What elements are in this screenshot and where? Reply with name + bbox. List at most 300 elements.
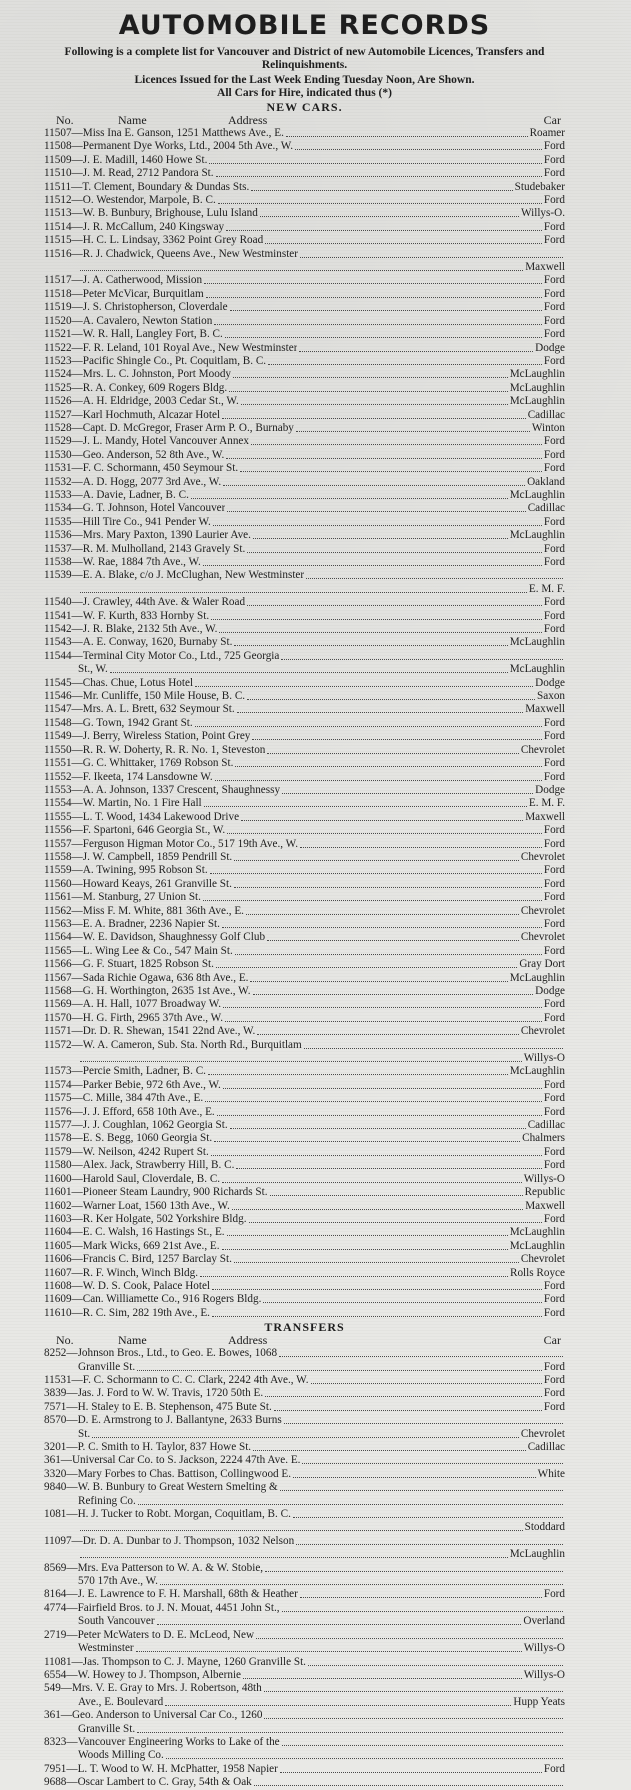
list-item <box>44 234 565 247</box>
record-number: 11515— <box>44 234 83 247</box>
record-number: 11605— <box>44 1239 83 1252</box>
record-text: Howard Keays, 261 Granville St. <box>82 877 232 890</box>
leader-dots <box>212 1307 542 1317</box>
list-item <box>44 784 565 797</box>
record-text: P. C. Smith to H. Taylor, 837 Howe St. <box>77 1441 252 1453</box>
leader-dots <box>223 998 542 1008</box>
leader-dots <box>195 717 542 727</box>
record-text: Fairfield Bros. to J. N. Mouat, 4451 John St., <box>77 1601 280 1614</box>
record-text: G. C. Whittaker, 1769 Robson St. <box>82 757 234 770</box>
column-car: Car <box>543 113 561 127</box>
record-car: E. M. F. <box>528 797 565 810</box>
record-car: Ford <box>543 596 565 609</box>
list-item <box>44 422 565 435</box>
record-text: J. W. Campbell, 1859 Pendrill St. <box>82 850 233 863</box>
record-car: Ford <box>543 153 565 166</box>
record-text: Mrs. L. C. Johnston, Port Moody <box>82 368 232 381</box>
record-text: J. Crawley, 44th Ave. & Waler Road <box>82 596 246 609</box>
record-text: G. Town, 1942 Grant St. <box>82 716 193 729</box>
leader-dots <box>80 1548 508 1558</box>
record-text: R. M. Mulholland, 2143 Gravely St. <box>82 542 246 555</box>
list-item <box>44 1401 565 1414</box>
leader-dots <box>308 1656 563 1666</box>
record-text: W. R. Hall, Langley Fort, B. C. <box>82 328 223 341</box>
list-item <box>44 891 565 904</box>
record-car: Ford <box>543 1159 565 1172</box>
record-number: 3839— <box>44 1387 78 1400</box>
record-text: H. Staley to E. B. Stephenson, 475 Bute St. <box>77 1400 272 1413</box>
list-item <box>44 1535 565 1548</box>
leader-dots <box>249 1213 542 1223</box>
record-number: 11543— <box>44 636 83 649</box>
list-item <box>44 1106 565 1119</box>
record-number: 11539— <box>44 569 83 582</box>
leader-dots <box>293 1508 563 1518</box>
leader-dots <box>222 1173 522 1183</box>
record-car: Ford <box>543 1293 565 1306</box>
record-car: Ford <box>543 462 565 475</box>
leader-dots <box>253 1441 526 1451</box>
list-item-continuation <box>44 1361 565 1374</box>
leader-dots <box>252 730 541 740</box>
record-number: 11577— <box>44 1119 83 1132</box>
list-item <box>44 1307 565 1320</box>
notice-text: Licences Issued for the Last Week Ending Tuesday Noon, Are Shown. <box>134 74 475 86</box>
record-car: Ford <box>543 1360 565 1373</box>
leader-dots <box>236 1159 541 1169</box>
record-car: McLaughlin <box>509 1065 565 1078</box>
leader-dots <box>280 1481 563 1491</box>
record-number: 11557— <box>44 837 83 850</box>
leader-dots <box>247 596 542 606</box>
record-number: 11547— <box>44 703 83 716</box>
list-item <box>44 1159 565 1172</box>
record-text-continued: Refining Co. <box>78 1494 136 1507</box>
leader-dots <box>263 1293 541 1303</box>
record-car: Maxwell <box>525 810 565 823</box>
record-number: 11521— <box>44 328 83 341</box>
list-item <box>44 167 565 180</box>
record-number: 11567— <box>44 971 83 984</box>
list-item <box>44 730 565 743</box>
transfers-list <box>44 1347 565 1789</box>
leader-dots <box>200 1267 508 1277</box>
leader-dots <box>157 1615 522 1625</box>
column-address: Address <box>228 1333 268 1348</box>
leader-dots <box>300 1588 542 1598</box>
list-item <box>44 1414 565 1427</box>
list-item <box>44 1293 565 1306</box>
record-car: Willys-O <box>523 1642 565 1655</box>
record-number: 9840— <box>44 1481 78 1494</box>
record-car: McLaughlin <box>509 1548 565 1561</box>
record-car: Ford <box>543 1400 565 1413</box>
record-number: 11533— <box>44 488 83 501</box>
intro-text: Following is a complete list for Vancouver and District of new Automobile Licences, Transfers and Relinquishments. <box>64 46 545 71</box>
record-text: H. J. Tucker to Robt. Morgan, Coquitlam, B. C. <box>77 1508 291 1521</box>
leader-dots <box>241 811 523 821</box>
record-number: 11519— <box>44 301 83 314</box>
record-car: Maxwell <box>525 703 565 716</box>
record-text-continued: St., W. <box>78 663 108 676</box>
list-item <box>44 1146 565 1159</box>
record-text: E. C. Walsh, 16 Hastings St., E. <box>82 1226 225 1239</box>
list-item <box>44 274 565 287</box>
list-item <box>44 757 565 770</box>
list-item <box>44 1267 565 1280</box>
record-number: 1081— <box>44 1508 78 1521</box>
record-car: Overland <box>523 1615 565 1628</box>
leader-dots <box>216 958 517 968</box>
record-number: 8569— <box>44 1561 78 1574</box>
list-item <box>44 1656 565 1669</box>
record-number: 11570— <box>44 1011 83 1024</box>
record-car: McLaughlin <box>509 368 565 381</box>
list-item-continuation <box>44 583 565 596</box>
record-car: Chevrolet <box>520 931 565 944</box>
list-item <box>44 703 565 716</box>
leader-dots <box>296 1535 563 1545</box>
leader-dots <box>230 1119 526 1129</box>
record-text: D. E. Armstrong to J. Ballantyne, 2633 Burns <box>77 1414 282 1427</box>
leader-dots <box>211 610 542 620</box>
record-text: A. Cavalero, Newton Station <box>82 314 213 327</box>
record-car: Chevrolet <box>520 850 565 863</box>
leader-dots <box>282 1736 563 1746</box>
record-car: Maxwell <box>525 261 565 274</box>
list-item <box>44 797 565 810</box>
record-text-continued: South Vancouver <box>78 1615 155 1628</box>
record-car: Hupp Yeats <box>513 1695 565 1708</box>
record-text: A. D. Hogg, 2077 3rd Ave., W. <box>82 475 222 488</box>
list-item <box>44 1682 565 1695</box>
record-number: 11518— <box>44 287 83 300</box>
record-car: Ford <box>543 770 565 783</box>
record-number: 11574— <box>44 1078 83 1091</box>
record-text: E. A. Bradner, 2236 Napier St. <box>82 917 220 930</box>
record-number: 8252— <box>44 1347 78 1360</box>
record-car: Rolls Royce <box>509 1266 565 1279</box>
record-text: Peter McWaters to D. E. McLeod, New <box>77 1628 255 1641</box>
record-car: McLaughlin <box>509 381 565 394</box>
record-number: 361— <box>44 1454 72 1467</box>
record-text: J. E. Lawrence to F. H. Marshall, 68th & Heather <box>77 1588 298 1601</box>
record-number: 11509— <box>44 153 83 166</box>
record-car: Ford <box>543 1387 565 1400</box>
record-number: 11511— <box>44 180 83 193</box>
record-text: Mrs. Mary Paxton, 1390 Laurier Ave. <box>82 529 251 542</box>
leader-dots <box>304 1039 563 1049</box>
record-text: F. Spartoni, 646 Georgia St., W. <box>82 824 226 837</box>
record-text: A. A. Johnson, 1337 Crescent, Shaughnessy <box>82 783 281 796</box>
record-car: Cadillac <box>527 1441 565 1453</box>
cars-for-hire-note: All Cars for Hire, indicated thus (*) <box>217 87 392 99</box>
record-text: T. Clement, Boundary & Dundas Sts. <box>82 180 250 193</box>
record-number: 11526— <box>44 395 83 408</box>
list-item-continuation <box>44 1615 565 1628</box>
list-item <box>44 1347 565 1360</box>
leader-dots <box>237 703 524 713</box>
record-number: 11579— <box>44 1145 83 1158</box>
list-item <box>44 301 565 314</box>
leader-dots <box>243 1669 522 1679</box>
leader-dots <box>234 878 542 888</box>
leader-dots <box>251 181 512 191</box>
list-item <box>44 1776 565 1789</box>
record-number: 11535— <box>44 515 83 528</box>
record-car: Ford <box>543 1306 565 1319</box>
record-number: 11549— <box>44 730 83 743</box>
list-item <box>44 945 565 958</box>
record-text: W. B. Bunbury, Brighouse, Lulu Island <box>82 207 258 220</box>
leader-dots <box>253 529 508 539</box>
list-item <box>44 1709 565 1722</box>
record-number: 11571— <box>44 1025 83 1038</box>
list-item-continuation <box>44 1495 565 1508</box>
leader-dots <box>206 288 542 298</box>
record-text: Mark Wicks, 669 21st Ave., E. <box>82 1239 220 1252</box>
list-item <box>44 824 565 837</box>
record-number: 11563— <box>44 917 83 930</box>
record-number: 2719— <box>44 1628 78 1641</box>
leader-dots <box>191 489 508 499</box>
record-car: Ford <box>543 1011 565 1024</box>
record-text: C. Mille, 384 47th Ave., E. <box>82 1092 204 1105</box>
list-item <box>44 1119 565 1132</box>
list-item <box>44 328 565 341</box>
record-number: 11573— <box>44 1065 83 1078</box>
record-car: Dodge <box>535 676 565 689</box>
leader-dots <box>166 1749 563 1759</box>
record-number: 11548— <box>44 716 83 729</box>
leader-dots <box>223 476 525 486</box>
record-car: Ford <box>543 837 565 850</box>
list-item <box>44 811 565 824</box>
leader-dots <box>226 221 542 231</box>
record-text: H. G. Firth, 2965 37th Ave., W. <box>82 1011 224 1024</box>
record-car: Ford <box>543 1105 565 1118</box>
record-text: Capt. D. McGregor, Fraser Arm P. O., Burnaby <box>82 421 294 434</box>
record-number: 11530— <box>44 448 83 461</box>
leader-dots <box>270 1186 523 1196</box>
record-text: Parker Bebie, 972 6th Ave., W. <box>82 1078 221 1091</box>
record-text: O. Westendor, Marpole, B. C. <box>82 194 216 207</box>
leader-dots <box>205 1092 542 1102</box>
record-text: J. M. Read, 2712 Pandora St. <box>82 167 214 180</box>
leader-dots <box>80 583 527 593</box>
record-text: J. S. Christopherson, Cloverdale <box>82 301 228 314</box>
list-item-continuation <box>44 1642 565 1655</box>
list-item <box>44 1173 565 1186</box>
record-number: 11540— <box>44 596 83 609</box>
record-car: Ford <box>543 716 565 729</box>
record-car: McLaughlin <box>509 663 565 676</box>
record-text: Sada Richie Ogawa, 636 8th Ave., E. <box>82 971 249 984</box>
leader-dots <box>138 1495 563 1505</box>
record-car: Willys-O <box>523 1172 565 1185</box>
record-car: Dodge <box>535 341 565 354</box>
record-number: 11559— <box>44 864 83 877</box>
list-item <box>44 435 565 448</box>
list-item-continuation <box>44 663 565 676</box>
record-car: Oakland <box>527 475 565 488</box>
record-text: J. R. Blake, 2132 5th Ave., W. <box>82 623 218 636</box>
record-text: L. Wing Lee & Co., 547 Main St. <box>82 944 233 957</box>
record-text: A. H. Hall, 1077 Broadway W. <box>82 998 222 1011</box>
list-item-continuation <box>44 1052 565 1065</box>
column-no: No. <box>56 113 74 127</box>
list-item <box>44 985 565 998</box>
list-item <box>44 368 565 381</box>
leader-dots <box>296 422 530 432</box>
list-item <box>44 181 565 194</box>
record-text: Alex. Jack, Strawberry Hill, B. C. <box>82 1159 235 1172</box>
leader-dots <box>215 771 542 781</box>
leader-dots <box>203 891 542 901</box>
record-text: Chas. Chue, Lotus Hotel <box>82 676 194 689</box>
list-item <box>44 543 565 556</box>
column-name: Name <box>118 1333 147 1348</box>
record-text: J. A. Catherwood, Mission <box>82 274 203 287</box>
leader-dots <box>280 1763 542 1773</box>
list-item <box>44 717 565 730</box>
record-number: 11602— <box>44 1199 83 1212</box>
list-item <box>44 771 565 784</box>
record-text: Can. Williamette Co., 916 Rogers Bldg. <box>82 1293 262 1306</box>
record-car: Cadillac <box>527 408 565 421</box>
record-text: Mr. Cunliffe, 150 Mile House, B. C. <box>82 690 246 703</box>
record-number: 11516— <box>44 247 83 260</box>
record-car: Dodge <box>535 985 565 997</box>
record-car: Maxwell <box>525 1199 565 1212</box>
record-text: R. Ker Holgate, 502 Yorkshire Bldg. <box>82 1212 247 1225</box>
leader-dots <box>267 931 519 941</box>
record-text: Vancouver Engineering Works to Lake of the <box>77 1735 280 1748</box>
list-item <box>44 878 565 891</box>
record-number: 11507— <box>44 127 83 139</box>
record-car: Ford <box>543 515 565 528</box>
record-car: Ford <box>543 1588 565 1601</box>
list-item <box>44 529 565 542</box>
list-item <box>44 154 565 167</box>
leader-dots <box>213 516 542 526</box>
leader-dots <box>214 315 542 325</box>
record-text: W. Howey to J. Thompson, Albernie <box>77 1668 242 1681</box>
leader-dots <box>92 1428 519 1438</box>
record-car: Ford <box>543 435 565 448</box>
record-car: McLaughlin <box>509 971 565 984</box>
leader-dots <box>246 905 519 915</box>
leader-dots <box>217 1106 542 1116</box>
list-item <box>44 1012 565 1025</box>
list-item <box>44 931 565 944</box>
record-car: Ford <box>543 944 565 957</box>
leader-dots <box>137 1361 542 1371</box>
record-car: Ford <box>543 864 565 877</box>
list-item <box>44 610 565 623</box>
record-number: 6554— <box>44 1668 78 1681</box>
leader-dots <box>265 1387 542 1397</box>
leader-dots <box>227 824 542 834</box>
record-number: 11536— <box>44 529 83 542</box>
record-text: E. S. Begg, 1060 Georgia St. <box>82 1132 213 1145</box>
leader-dots <box>264 1709 563 1719</box>
list-item <box>44 1602 565 1615</box>
record-car: Ford <box>543 824 565 837</box>
leader-dots <box>80 261 523 271</box>
record-car: Ford <box>543 328 565 341</box>
list-item-continuation <box>44 1521 565 1534</box>
list-item-continuation <box>44 261 565 274</box>
leader-dots <box>230 301 542 311</box>
leader-dots <box>218 194 542 204</box>
record-car: Saxon <box>537 690 565 703</box>
list-item <box>44 489 565 502</box>
record-number: 11541— <box>44 609 83 622</box>
record-number: 11522— <box>44 341 83 354</box>
leader-dots <box>311 1374 542 1384</box>
record-text: W. A. Cameron, Sub. Sta. North Rd., Burquitlam <box>82 1038 302 1051</box>
leader-dots <box>281 650 563 660</box>
record-number: 11554— <box>44 797 83 810</box>
new-cars-heading: NEW CARS. <box>266 100 343 114</box>
record-text: Mrs. A. L. Brett, 632 Seymour St. <box>82 703 235 716</box>
record-car: Cadillac <box>527 1119 565 1132</box>
leader-dots <box>306 569 563 579</box>
list-item-continuation <box>44 1696 565 1709</box>
list-item <box>44 221 565 234</box>
record-text: Geo. Anderson to Universal Car Co., 1260 <box>71 1709 263 1722</box>
leader-dots <box>234 636 507 646</box>
record-text: J. E. Madill, 1460 Howe St. <box>82 153 208 166</box>
record-number: 7571— <box>44 1400 78 1413</box>
record-number: 11527— <box>44 408 83 421</box>
list-item <box>44 1200 565 1213</box>
record-car: Ford <box>543 234 565 247</box>
list-item <box>44 315 565 328</box>
list-item <box>44 556 565 569</box>
record-text-continued: Woods Milling Co. <box>78 1749 164 1762</box>
record-text-continued: 570 17th Ave., W. <box>78 1575 158 1588</box>
list-item <box>44 127 565 140</box>
record-text: W. E. Davidson, Shaughnessy Golf Club <box>82 931 266 944</box>
list-item <box>44 1213 565 1226</box>
record-number: 11556— <box>44 824 83 837</box>
record-number: 11081— <box>44 1655 83 1668</box>
list-item <box>44 905 565 918</box>
record-text: A. Davie, Ladner, B. C. <box>82 488 189 501</box>
record-text: Warner Loat, 1560 13th Ave., W. <box>82 1199 230 1212</box>
record-number: 4774— <box>44 1601 78 1614</box>
record-number: 11610— <box>44 1306 83 1319</box>
record-text: A. E. Conway, 1620, Burnaby St. <box>82 636 233 649</box>
record-car: Ford <box>543 730 565 743</box>
record-car: Ford <box>543 556 565 568</box>
record-number: 11553— <box>44 783 83 796</box>
record-car: Gray Dort <box>519 958 565 971</box>
leader-dots <box>234 851 519 861</box>
record-car: Ford <box>543 998 565 1011</box>
record-car: Ford <box>543 1092 565 1105</box>
record-text: Karl Hochmuth, Alcazar Hotel <box>82 408 221 421</box>
record-text: Jas. Thompson to C. J. Mayne, 1260 Granville St. <box>82 1655 306 1668</box>
record-number: 11551— <box>44 757 83 770</box>
record-text: Francis C. Bird, 1257 Barclay St. <box>82 1253 232 1266</box>
record-car: Ford <box>543 354 565 367</box>
list-item <box>44 851 565 864</box>
record-car: Roamer <box>529 127 565 139</box>
leader-dots <box>222 409 526 419</box>
